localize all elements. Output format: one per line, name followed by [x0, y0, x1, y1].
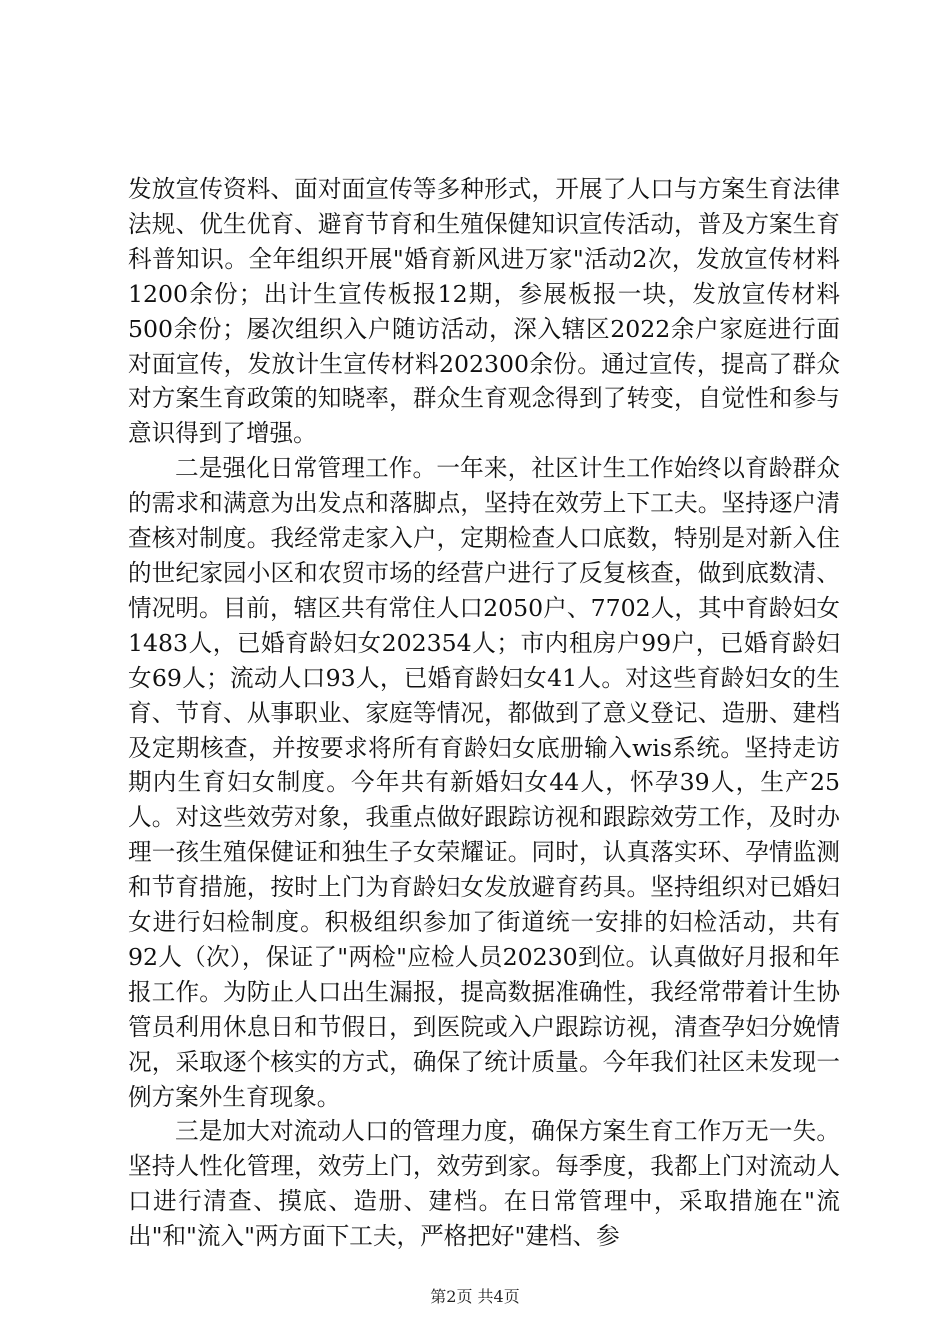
page-number: 第2页 共4页 — [430, 1287, 520, 1306]
paragraph-continued: 发放宣传资料、面对面宣传等多种形式，开展了人口与方案生育法律法规、优生优育、避育节育和生殖保健知识宣传活动，普及方案生育科普知识。全年组织开展"婚育新风进万家"活动2次，发放宣传材料1200余份；出计生宣传板报12期，参展板报一块，发放宣传材料500余份；屡次组织入户随访活动，深入辖区2022余户家庭进行面对面宣传，发放计生宣传材料202300余份。通过宣传，提高了群众对方案生育政策的知晓率，群众生育观念得到了转变，自觉性和参与意识得到了增强。 — [128, 175, 840, 448]
paragraph-daily-management: 二是强化日常管理工作。一年来，社区计生工作始终以育龄群众的需求和满意为出发点和落脚点，坚持在效劳上下工夫。坚持逐户清查核对制度。我经常走家入户，定期检查人口底数，特别是对新入住的世纪家园小区和农贸市场的经营户进行了反复核查，做到底数清、情况明。目前，辖区共有常住人口2050户、7702人，其中育龄妇女1483人，已婚育龄妇女202354人；市内租房户99户，已婚育龄妇女69人；流动人口93人，已婚育龄妇女41人。对这些育龄妇女的生育、节育、从事职业、家庭等情况，都做到了意义登记、造册、建档及定期核查，并按要求将所有育龄妇女底册输入wis系统。坚持走访期内生育妇女制度。今年共有新婚妇女44人，怀孕39人，生产25人。对这些效劳对象，我重点做好跟踪访视和跟踪效劳工作，及时办理一孩生殖保健证和独生子女荣耀证。同时，认真落实环、孕情监测和节育措施，按时上门为育龄妇女发放避育药具。坚持组织对已婚妇女进行妇检制度。积极组织参加了街道统一安排的妇检活动，共有92人（次），保证了"两检"应检人员20230到位。认真做好月报和年报工作。为防止人口出生漏报，提高数据准确性，我经常带着计生协管员利用休息日和节假日，到医院或入户跟踪访视，清查孕妇分娩情况，采取逐个核实的方式，确保了统计质量。今年我们社区未发现一例方案外生育现象。 — [128, 454, 840, 1111]
document-body — [128, 172, 840, 1254]
paragraph-floating-population: 三是加大对流动人口的管理力度，确保方案生育工作万无一失。坚持人性化管理，效劳上门，效劳到家。每季度，我都上门对流动人口进行清查、摸底、造册、建档。在日常管理中，采取措施在"流出"和"流入"两方面下工夫，严格把好"建档、参 — [128, 1117, 840, 1251]
